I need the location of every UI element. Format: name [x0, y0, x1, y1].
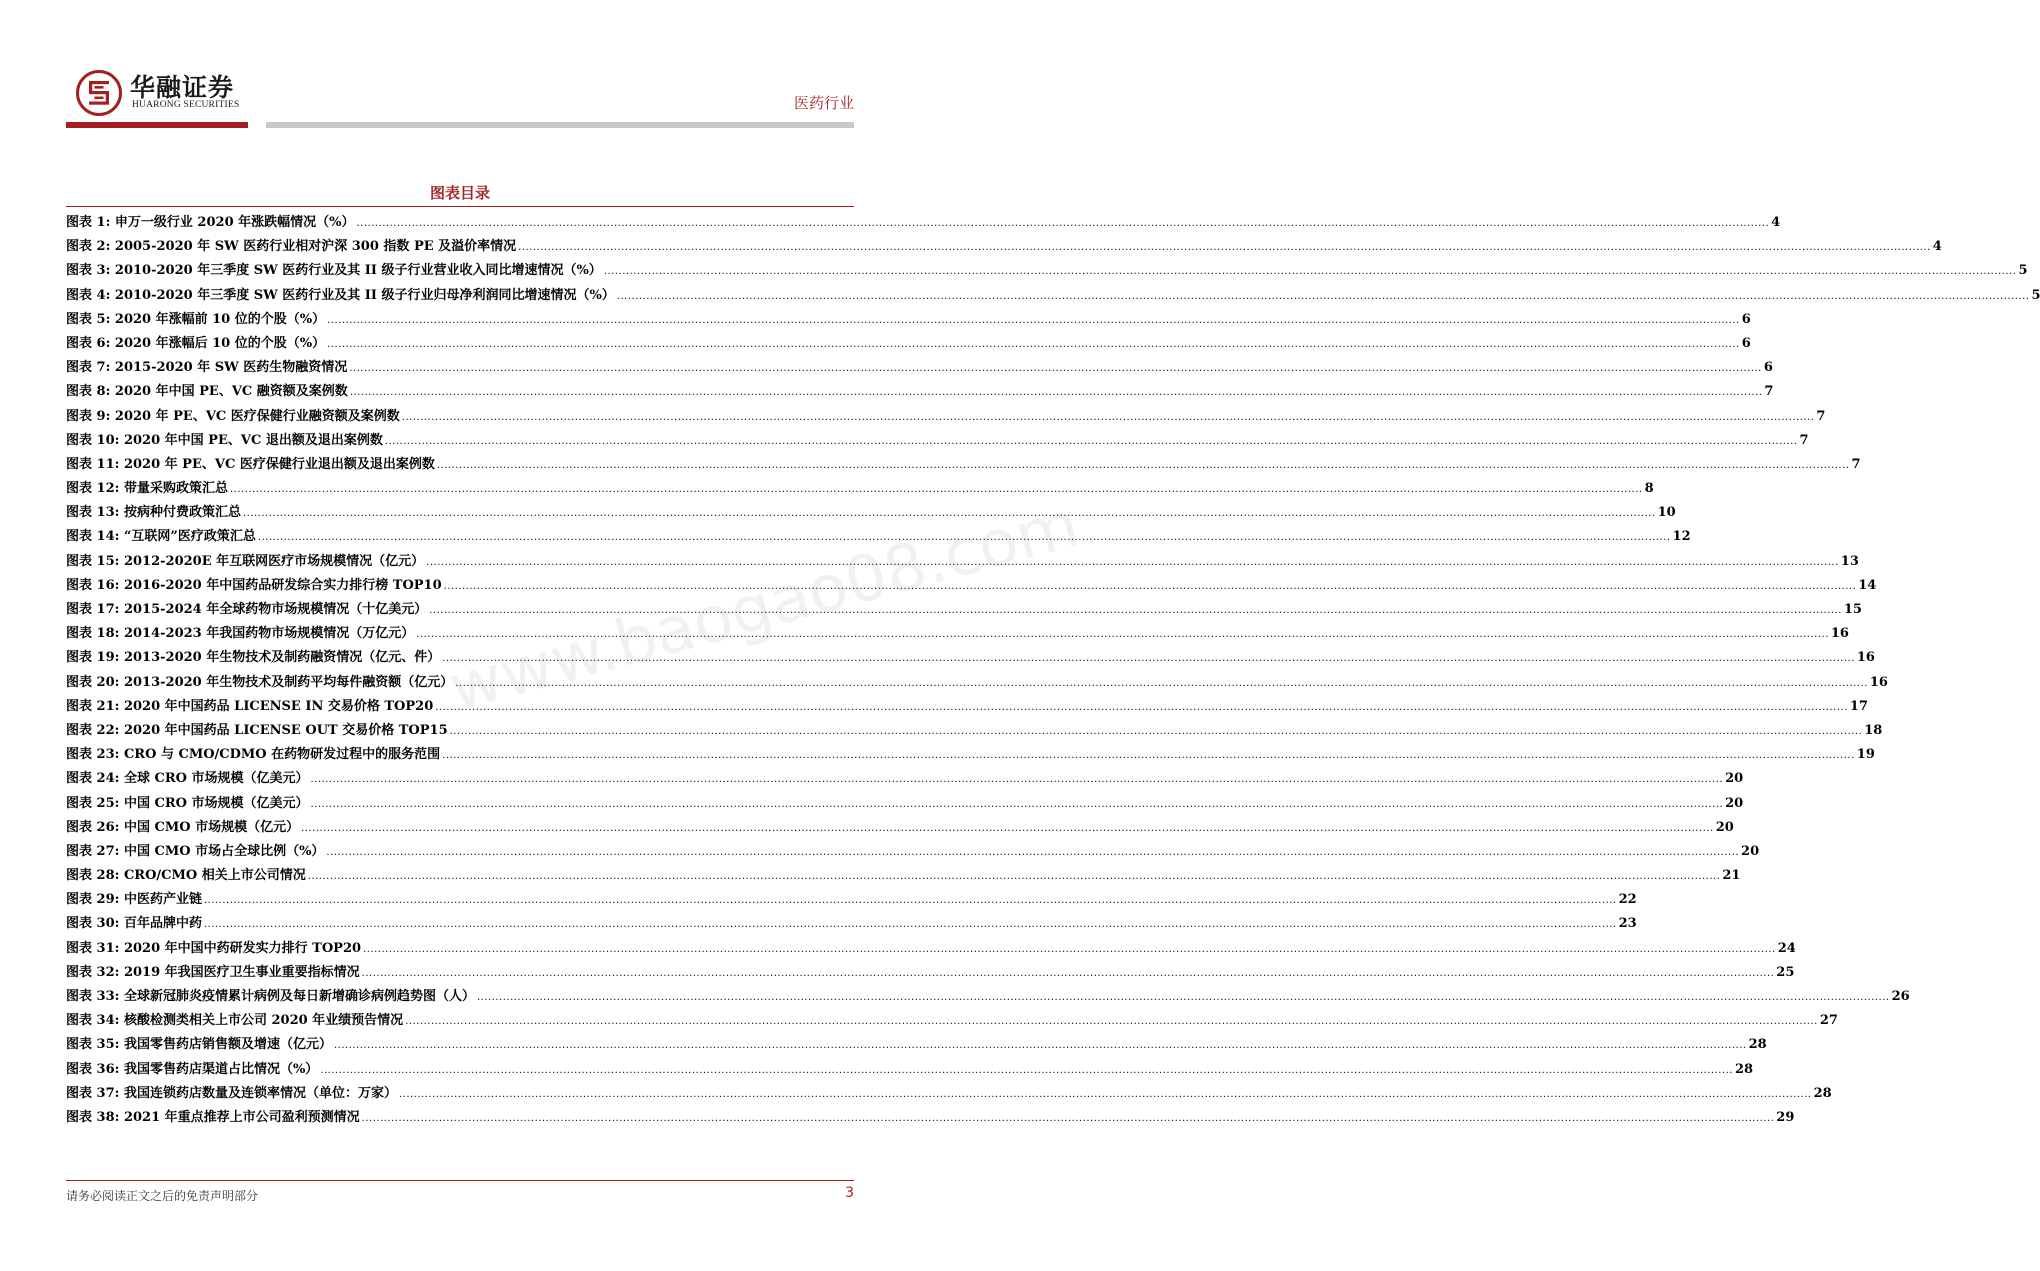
toc-entry-title: 全球 CRO 市场规模（亿美元） — [123, 771, 309, 787]
toc-heading-rule — [66, 206, 854, 207]
toc-entry-page: 15 — [1843, 602, 1862, 617]
industry-label: 医药行业 — [793, 94, 854, 112]
toc-entry-title: 2013-2020 年生物技术及制药平均每件融资额（亿元） — [123, 674, 454, 690]
toc-entry-page: 7 — [1851, 456, 1861, 472]
toc-entry-title: 2020 年中国 PE、VC 退出额及退出案例数 — [123, 432, 383, 448]
toc-dot-leader — [604, 260, 2017, 284]
toc-entry[interactable] — [66, 1009, 1838, 1033]
toc-dot-leader — [442, 647, 1855, 671]
toc-entry-page: 10 — [1657, 505, 1676, 521]
toc-dot-leader — [426, 551, 1839, 575]
toc-entry-title: 我国零售药店销售额及增速（亿元） — [123, 1037, 332, 1053]
toc-entry-page: 24 — [1777, 940, 1796, 956]
toc-entry[interactable] — [66, 985, 1910, 1009]
toc-dot-leader — [310, 793, 1723, 817]
toc-entry-label: 图表 5: — [66, 311, 111, 327]
toc-entry[interactable] — [66, 235, 1942, 259]
toc-dot-leader — [327, 333, 1740, 357]
toc-dot-leader — [349, 357, 1762, 381]
toc-entry[interactable] — [66, 356, 1773, 380]
toc-entry-page: 14 — [1858, 577, 1877, 593]
toc-entry-label: 图表 4: — [66, 287, 111, 303]
header-divider-bar — [266, 122, 854, 128]
toc-dot-leader — [518, 236, 1931, 260]
toc-entry-label: 图表 25: — [66, 795, 120, 811]
toc-entry-title: 全球新冠肺炎疫情累计病例及每日新增确诊病例趋势图（人） — [123, 989, 475, 1004]
toc-entry-label: 图表 8: — [66, 384, 111, 400]
toc-entry[interactable] — [66, 259, 2028, 283]
toc-dot-leader — [301, 817, 1714, 841]
logo-english-name: HUARONG SECURITIES — [132, 100, 240, 110]
toc-entry[interactable] — [66, 332, 1751, 356]
toc-entry[interactable] — [66, 477, 1654, 501]
toc-entry-title: 我国零售药店渠道占比情况（%） — [123, 1061, 319, 1077]
toc-entry[interactable] — [66, 767, 1744, 791]
toc-entry[interactable] — [66, 695, 1868, 719]
toc-entry-page: 16 — [1869, 674, 1888, 690]
toc-entry-page: 28 — [1748, 1037, 1767, 1053]
toc-entry-page: 23 — [1618, 916, 1637, 932]
toc-dot-leader — [362, 1107, 1775, 1131]
toc-entry-label: 图表 9: — [66, 408, 111, 424]
toc-entry-label: 图表 2: — [66, 239, 111, 255]
toc-entry-label: 图表 36: — [66, 1061, 120, 1077]
toc-dot-leader — [437, 454, 1850, 478]
toc-entry[interactable] — [66, 937, 1796, 961]
toc-entry-title: 2020 年涨幅后 10 位的个股（%） — [114, 335, 326, 351]
toc-entry[interactable] — [66, 550, 1859, 574]
toc-dot-leader — [204, 913, 1617, 937]
toc-entry-title: 按病种付费政策汇总 — [123, 505, 241, 521]
toc-entry-title: 2020 年中国药品 LICENSE IN 交易价格 TOP20 — [123, 698, 434, 714]
toc-entry-page: 17 — [1849, 698, 1868, 714]
toc-entry-title: “互联网”医疗政策汇总 — [123, 529, 256, 545]
toc-entry[interactable] — [66, 405, 1826, 429]
toc-entry-page: 13 — [1840, 553, 1859, 569]
toc-entry-title: 2020 年中国 PE、VC 融资额及案例数 — [114, 384, 348, 400]
toc-entry-title: 我国连锁药店数量及连锁率情况（单位：万家） — [123, 1085, 397, 1101]
toc-entry[interactable] — [66, 211, 1781, 235]
toc-entry-label: 图表 19: — [66, 650, 120, 666]
toc-dot-leader — [327, 309, 1740, 333]
toc-entry-title: 2010-2020 年三季度 SW 医药行业及其 II 级子行业归母净利润同比增速情况（%） — [114, 287, 615, 303]
toc-entry[interactable] — [66, 501, 1676, 525]
toc-entry[interactable] — [66, 912, 1637, 936]
toc-entry-label: 图表 29: — [66, 892, 120, 908]
toc-entry-label: 图表 31: — [66, 940, 120, 956]
toc-dot-leader — [442, 744, 1855, 768]
footer-disclaimer: 请务必阅读正文之后的免责声明部分 — [66, 1189, 259, 1203]
toc-entry[interactable] — [66, 574, 1877, 598]
toc-entry-title: CRO 与 CMO/CDMO 在药物研发过程中的服务范围 — [123, 747, 441, 763]
toc-entry[interactable] — [66, 671, 1888, 695]
toc-dot-leader — [450, 720, 1863, 744]
toc-entry-label: 图表 21: — [66, 698, 120, 714]
toc-entry-label: 图表 14: — [66, 529, 120, 545]
toc-entry-label: 图表 3: — [66, 263, 111, 279]
toc-entry-title: 2016-2020 年中国药品研发综合实力排行榜 TOP10 — [123, 577, 442, 593]
toc-entry-title: 2020 年 PE、VC 医疗保健行业退出额及退出案例数 — [123, 456, 435, 472]
toc-entry-page: 12 — [1672, 529, 1691, 545]
toc-entry-page: 8 — [1644, 481, 1654, 497]
toc-entry-label: 图表 28: — [66, 868, 120, 884]
toc-entry-label: 图表 20: — [66, 674, 120, 690]
toc-entry-page: 6 — [1741, 311, 1751, 327]
toc-entry-label: 图表 30: — [66, 916, 120, 932]
huarong-logo-icon — [76, 70, 122, 116]
toc-entry-page: 16 — [1830, 626, 1849, 642]
toc-entry[interactable] — [66, 598, 1862, 622]
toc-entry-page: 21 — [1722, 868, 1741, 884]
toc-entry-title: 2014-2023 年我国药物市场规模情况（万亿元） — [123, 626, 415, 642]
toc-entry-label: 图表 1: — [66, 215, 111, 230]
toc-dot-leader — [477, 986, 1890, 1010]
toc-entry[interactable] — [66, 961, 1795, 985]
toc-dot-leader — [435, 696, 1848, 720]
toc-entry-label: 图表 37: — [66, 1085, 120, 1101]
toc-dot-leader — [334, 1034, 1747, 1058]
toc-entry-title: 2015-2020 年 SW 医药生物融资情况 — [114, 360, 348, 376]
toc-entry[interactable] — [66, 792, 1744, 816]
toc-entry-label: 图表 26: — [66, 819, 120, 835]
toc-entry-label: 图表 23: — [66, 747, 120, 763]
toc-dot-leader — [320, 1059, 1733, 1083]
toc-entry[interactable] — [66, 284, 2040, 308]
toc-entry[interactable] — [66, 816, 1734, 840]
toc-dot-leader — [455, 672, 1868, 696]
logo-chinese-name: 华融证券 — [130, 73, 235, 102]
page-number: 3 — [845, 1185, 854, 1201]
toc-entry[interactable] — [66, 308, 1751, 332]
toc-entry[interactable] — [66, 525, 1691, 549]
toc-entry-page: 26 — [1891, 989, 1910, 1004]
toc-dot-leader — [243, 502, 1656, 526]
toc-dot-leader — [617, 285, 2030, 309]
toc-entry-page: 28 — [1734, 1061, 1754, 1077]
toc-heading: 图表目录 — [429, 184, 490, 202]
toc-entry-title: 中医药产业链 — [123, 892, 202, 908]
toc-entry-page: 20 — [1725, 795, 1744, 811]
table-of-figures — [66, 211, 2040, 1130]
toc-entry[interactable] — [66, 380, 1774, 404]
toc-entry[interactable] — [66, 719, 1883, 743]
toc-entry[interactable] — [66, 1082, 1832, 1106]
toc-entry[interactable] — [66, 1033, 1767, 1057]
toc-entry-page: 5 — [2018, 263, 2028, 279]
toc-entry-label: 图表 12: — [66, 481, 120, 497]
toc-entry-label: 图表 10: — [66, 432, 120, 448]
toc-entry-page: 7 — [1799, 432, 1809, 448]
toc-entry-label: 图表 11: — [66, 456, 120, 472]
toc-entry-label: 图表 7: — [66, 360, 111, 376]
toc-entry-page: 20 — [1725, 771, 1744, 787]
toc-dot-leader — [385, 430, 1798, 454]
toc-entry-page: 5 — [2031, 287, 2040, 303]
toc-entry-title: 2012-2020E 年互联网医疗市场规模情况（亿元） — [123, 553, 425, 569]
toc-entry-page: 6 — [1741, 335, 1751, 351]
toc-dot-leader — [326, 841, 1739, 865]
toc-dot-leader — [405, 1010, 1818, 1034]
toc-entry-label: 图表 32: — [66, 964, 120, 980]
header-accent-bar — [66, 122, 248, 128]
toc-entry-title: 百年品牌中药 — [123, 916, 202, 932]
toc-entry[interactable] — [66, 622, 1849, 646]
toc-entry-title: 申万一级行业 2020 年涨跌幅情况（%） — [114, 215, 355, 230]
toc-entry-page: 6 — [1763, 360, 1773, 376]
toc-dot-leader — [399, 1083, 1812, 1107]
toc-entry[interactable] — [66, 864, 1741, 888]
toc-dot-leader — [204, 889, 1617, 913]
toc-entry-label: 图表 18: — [66, 626, 120, 642]
page-header — [0, 0, 920, 140]
toc-entry-title: 2020 年涨幅前 10 位的个股（%） — [114, 311, 326, 327]
toc-entry-page: 7 — [1764, 384, 1774, 400]
toc-entry-page: 28 — [1813, 1085, 1832, 1101]
toc-entry-page: 22 — [1618, 892, 1637, 908]
toc-entry-page: 4 — [1771, 215, 1781, 230]
toc-entry-title: 2005-2020 年 SW 医药行业相对沪深 300 指数 PE 及溢价率情况 — [114, 239, 517, 255]
toc-entry[interactable] — [66, 743, 1875, 767]
toc-entry-title: 2020 年 PE、VC 医疗保健行业融资额及案例数 — [114, 408, 400, 424]
toc-entry-title: 2015-2024 年全球药物市场规模情况（十亿美元） — [123, 602, 428, 617]
toc-dot-leader — [444, 575, 1857, 599]
toc-entry-label: 图表 38: — [66, 1109, 120, 1125]
toc-entry-title: 2013-2020 年生物技术及制药融资情况（亿元、件） — [123, 650, 441, 666]
toc-entry-label: 图表 27: — [66, 843, 120, 859]
toc-entry-title: 2019 年我国医疗卫生事业重要指标情况 — [123, 964, 360, 980]
toc-entry-label: 图表 13: — [66, 505, 120, 521]
toc-entry-page: 16 — [1856, 650, 1875, 666]
toc-entry-label: 图表 16: — [66, 577, 120, 593]
toc-entry-page: 25 — [1776, 964, 1795, 980]
toc-entry[interactable] — [66, 429, 1809, 453]
toc-entry-title: 2021 年重点推荐上市公司盈利预测情况 — [123, 1109, 360, 1125]
toc-dot-leader — [363, 938, 1776, 962]
toc-dot-leader — [258, 526, 1671, 550]
toc-dot-leader — [402, 406, 1815, 430]
toc-dot-leader — [230, 478, 1643, 502]
toc-dot-leader — [429, 599, 1842, 623]
toc-entry-page: 7 — [1816, 408, 1826, 424]
toc-entry-label: 图表 33: — [66, 989, 120, 1004]
toc-entry-title: 中国 CMO 市场规模（亿元） — [123, 819, 300, 835]
toc-entry-title: 2020 年中国中药研发实力排行 TOP20 — [123, 940, 362, 956]
toc-entry-page: 4 — [1932, 239, 1942, 255]
toc-entry-title: 带量采购政策汇总 — [123, 481, 228, 497]
toc-dot-leader — [310, 768, 1723, 792]
toc-entry-page: 18 — [1864, 722, 1883, 738]
toc-entry-title: 中国 CMO 市场占全球比例（%） — [123, 843, 325, 859]
toc-entry-title: 2020 年中国药品 LICENSE OUT 交易价格 TOP15 — [123, 722, 448, 738]
toc-entry[interactable] — [66, 453, 1861, 477]
toc-entry[interactable] — [66, 646, 1875, 670]
toc-entry-label: 图表 35: — [66, 1037, 120, 1053]
toc-entry-page: 20 — [1741, 843, 1760, 859]
toc-entry[interactable] — [66, 1106, 1795, 1130]
toc-dot-leader — [308, 865, 1721, 889]
footer-rule — [66, 1180, 854, 1181]
toc-entry-page: 20 — [1715, 819, 1734, 835]
toc-entry-label: 图表 22: — [66, 722, 120, 738]
toc-dot-leader — [362, 962, 1775, 986]
toc-entry[interactable] — [66, 1058, 1754, 1082]
toc-dot-leader — [350, 381, 1763, 405]
toc-entry-page: 19 — [1856, 747, 1875, 763]
toc-entry-label: 图表 17: — [66, 602, 120, 617]
watermark: www.baogao08.com — [441, 487, 1087, 727]
toc-entry-page: 29 — [1776, 1109, 1795, 1125]
toc-entry-label: 图表 34: — [66, 1013, 120, 1029]
toc-entry-label: 图表 15: — [66, 553, 120, 569]
toc-entry-title: 2010-2020 年三季度 SW 医药行业及其 II 级子行业营业收入同比增速情况（%） — [114, 263, 602, 279]
toc-entry-label: 图表 24: — [66, 771, 120, 787]
toc-entry-title: 中国 CRO 市场规模（亿美元） — [123, 795, 309, 811]
toc-entry-label: 图表 6: — [66, 335, 111, 351]
toc-entry[interactable] — [66, 840, 1760, 864]
toc-entry-page: 27 — [1819, 1013, 1838, 1029]
toc-entry-title: 核酸检测类相关上市公司 2020 年业绩预告情况 — [123, 1013, 404, 1029]
toc-entry-title: CRO/CMO 相关上市公司情况 — [123, 868, 306, 884]
toc-dot-leader — [357, 212, 1770, 236]
toc-dot-leader — [416, 623, 1829, 647]
toc-entry[interactable] — [66, 888, 1637, 912]
